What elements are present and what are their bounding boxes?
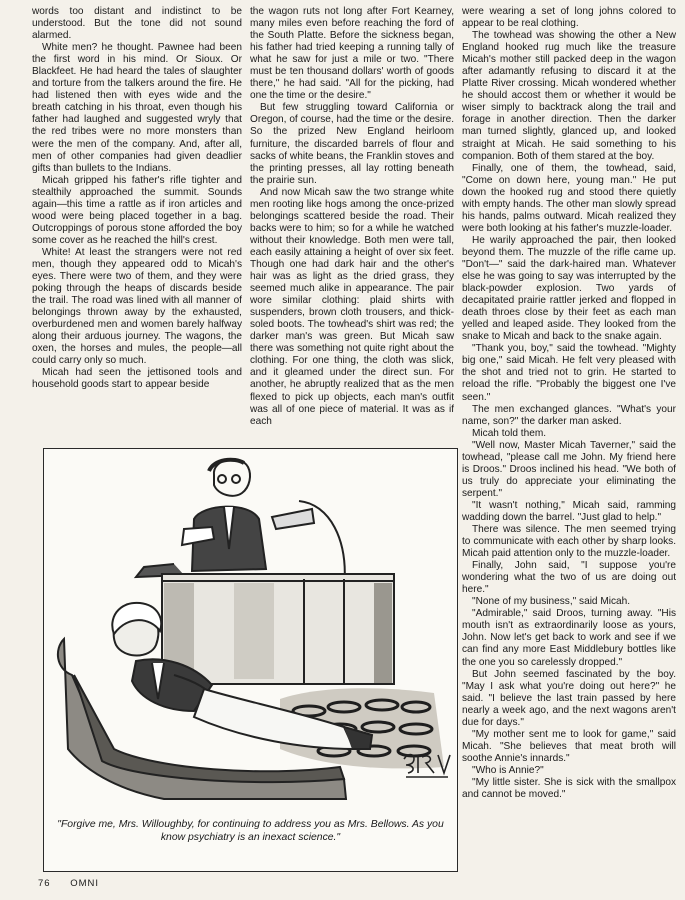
paragraph: The towhead was showing the other a New England hooked rug much like the treasure Micah's mother still packed deep in the wagon after adamantly refusing to discard it at the Platte River crossing. Micah wondered whether he should accost them or whether it would be wiser simply to backtrack along the trail and forage in another direction. Then the darker man turned slightly, glanced up, and looked straight at Micah. He said something to his companion. Both of them stared at the boy. xyxy=(462,30,676,162)
cartoon-caption: "Forgive me, Mrs. Willoughby, for continuing to address you as Mrs. Bellows. As you know psychiatry is an inexact science." xyxy=(57,819,444,843)
article-column-1 xyxy=(32,6,242,442)
page-footer xyxy=(38,878,115,889)
paragraph: Micah had seen the jettisoned tools and household goods start to appear beside xyxy=(32,367,242,391)
psychiatrist-drawing xyxy=(136,459,266,577)
paragraph: "Who is Annie?" xyxy=(472,764,544,776)
paragraph: words too distant and indistinct to be understood. But the tone did not sound alarmed. xyxy=(32,6,242,42)
paragraph: But few struggling toward California or Oregon, of course, had the time or the desire. So the prized New England heirloom furniture, the discarded barrels of flour and sacks of white beans, the Franklin stoves and the printing presses, all lay rotting beneath the prairie sun. xyxy=(250,102,454,186)
artist-signature-image xyxy=(400,749,452,785)
desk-drawing xyxy=(162,574,394,684)
article-column-2 xyxy=(250,6,454,442)
paragraph: White men? he thought. Pawnee had been the first word in his mind. Or Sioux. Or Blackfeet. He had heard the tales of slaughter and torture from the talkers around the fire. He had listened then with eyes wide and the breath catching in his throat, even though his father had laughed and suggested wryly that the red tribes were no more monsters than were the men of the company. And, after all, men of other companies had given deadlier gifts than bullets to the Indians. xyxy=(32,42,242,174)
paragraph: Finally, John said, "I suppose you're wondering what the two of us are doing out here." xyxy=(462,560,676,596)
paragraph: Finally, one of them, the towhead, said, "Come on down here, young man." He put down the hooked rug and stood there quietly with empty hands. The other man slowly spread his hands, palms outward. Micah realized they were both looking at his father's muzzle-loader. xyxy=(462,162,676,234)
paragraph: He warily approached the pair, then looked beyond them. The muzzle of the rifle came up. "Don't—" said the dark-haired man. Whatever else he was going to say was interrupted by the black-powder explosion. Two yards of decapitated prairie rattler jerked and flopped in death throes close by their feet as each man yelled and leaped aside. They looked from the snake to Micah and back to the snake again. xyxy=(462,234,676,343)
page-number: 76 xyxy=(38,878,51,889)
paragraph: Micah told them. xyxy=(472,427,547,439)
paragraph: But John seemed fascinated by the boy. "May I ask what you're doing out here?" he said. "I believe the last train passed by here nearly a week ago, and the next wagons aren't due for days." xyxy=(462,668,676,728)
psychiatrist-cartoon-illustration xyxy=(44,449,457,814)
paragraph: There was silence. The men seemed trying to communicate with each other by sharp looks. Micah paid attention only to the muzzle-loader. xyxy=(462,524,676,560)
paragraph: "My mother sent me to look for game," said Micah. "She believes that meat broth will soothe Annie's innards." xyxy=(462,728,676,764)
article-column-3 xyxy=(462,6,676,882)
paragraph: And now Micah saw the two strange white men rooting like hogs among the once-prized belongings scattered beside the road. Their backs were to him; so for a while he watched without their knowledge. Both men were tall, each easily attaining a height of over six feet. Though one had dark hair and the other's hair was as light as the dried grass, they seemed much alike in appearance. The pair wore similar clothing: plaid shirts with suspenders, brown cloth trousers, and thick-soled boots. The towhead's shirt was red; the darker man's was green. But Micah saw there was something not quite right about the clothing. For one thing, the cloth was slick, and it gleamed under the direct sun. For another, he abruptly realized that as the men flexed to pick up objects, each man's outfit was all of one piece of material. It was as if each xyxy=(250,186,454,427)
paragraph: "None of my business," said Micah. xyxy=(472,596,631,608)
paragraph: White! At least the strangers were not red men, though they appeared odd to Micah's eyes. There were two of them, and they were poking through the heaps of discards beside the trail. The road was lined with all manner of belongings thrown away by the exhausted, overburdened men and women barely halfway along their arduous journey. The wagons, the oxen, the horses and mules, the people—all could carry only so much. xyxy=(32,246,242,367)
paragraph: Micah gripped his father's rifle tighter and stealthily approached the summit. Sounds again—this time a rattle as if iron articles and wood were being placed together in a bag. Outcroppings of porous stone afforded the boy some cover as he reached the hill's crest. xyxy=(32,174,242,246)
paragraph: "It wasn't nothing," Micah said, ramming wadding down the barrel. "Just glad to help." xyxy=(462,499,676,523)
paragraph: were wearing a set of long johns colored to appear to be real clothing. xyxy=(462,6,676,30)
cartoon-panel xyxy=(43,448,458,872)
paragraph: The men exchanged glances. "What's your name, son?" the darker man asked. xyxy=(462,403,676,427)
paragraph: "Well now, Master Micah Taverner," said the towhead, "please call me John. My friend here is Droos." Droos inclined his head. "We both of us truly do appreciate your eliminating the serpent." xyxy=(462,439,676,499)
paragraph: the wagon ruts not long after Fort Kearney, many miles even before reaching the ford of the South Platte. Before the sickness began, his father had tried keeping a running tally of what he saw for just a mile or two. "There must be ten thousand dollars' worth of goods there," he had said. "All for the picking, had one the time or the desire." xyxy=(250,6,454,102)
magazine-name: OMNI xyxy=(70,878,100,889)
paragraph: "Thank you, boy," said the towhead. "Mighty big one," said Micah. He felt very pleased with the shot and tried not to grin. He started to reload the rifle. "Probably the biggest one I've seen." xyxy=(462,343,676,403)
paragraph: "Admirable," said Droos, turning away. "His mouth isn't as extraordinarily loose as yours, John. Now let's get back to work and see if we can find any more East Middlebury bottles like the one you so carelessly dropped." xyxy=(462,608,676,668)
paragraph: "My little sister. She is sick with the smallpox and cannot be moved." xyxy=(462,777,676,801)
